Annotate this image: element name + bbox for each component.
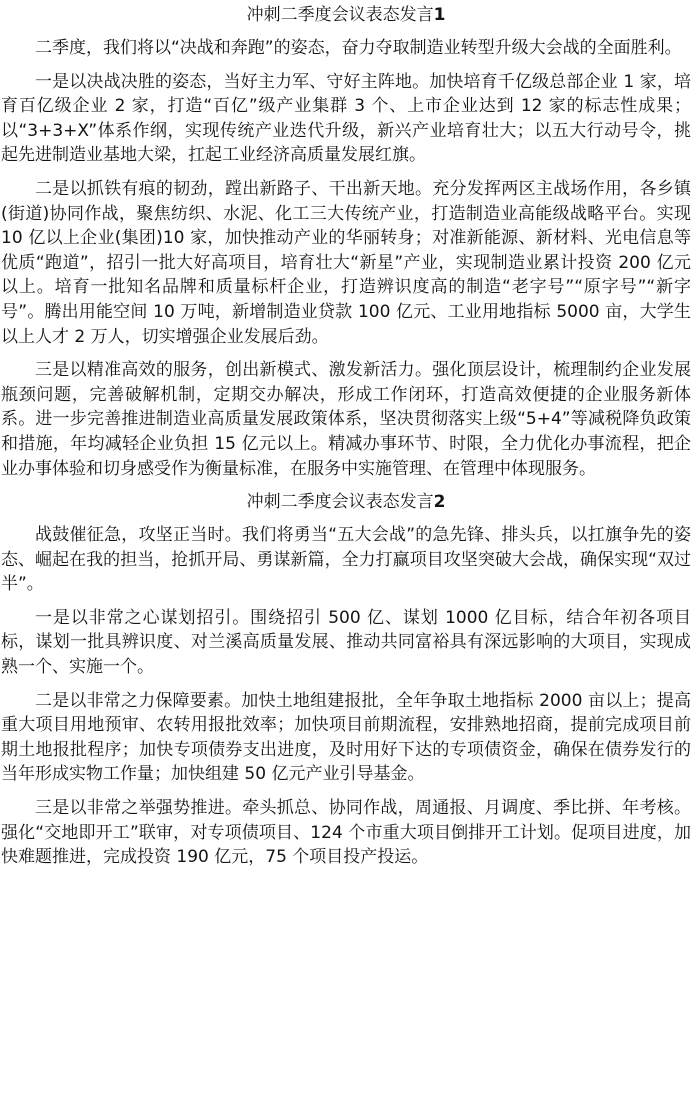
title-text: 冲刺二季度会议表态发言	[246, 5, 434, 25]
title-number: 2	[433, 492, 446, 513]
section-title	[1, 3, 691, 27]
section-title	[1, 490, 691, 514]
paragraph: 二是以非常之力保障要素。加快土地组建报批，全年争取土地指标 2000 亩以上；提高重大项目用地预审、农转用报批效率；加快项目前期流程，安排熟地招商，提前完成项目前期土地报批程序；加快专项债券支出进度，及时用好下达的专项债资金，确保在债券发行的当年形成实物工作量；加快组建 50 亿元产业引导基金。	[1, 690, 691, 785]
paragraph: 一是以决战决胜的姿态，当好主力军、守好主阵地。加快培育千亿级总部企业 1 家，培育百亿级企业 2 家，打造“百亿”级产业集群 3 个、上市企业达到 12 家的标志性成果；以“3+3+X”体系作纲，实现传统产业迭代升级，新兴产业培育壮大；以五大行动号令，挑起先进制造业基地大梁，扛起工业经济高质量发展红旗。	[1, 71, 691, 166]
title-number: 1	[433, 5, 446, 25]
paragraph: 一是以非常之心谋划招引。围绕招引 500 亿、谋划 1000 亿目标，结合年初各项目标，谋划一批具辨识度、对兰溪高质量发展、推动共同富裕具有深远影响的大项目，实现成熟一个、实施一个。	[1, 607, 691, 678]
paragraph: 二季度，我们将以“决战和奔跑”的姿态，奋力夺取制造业转型升级大会战的全面胜利。	[35, 38, 682, 58]
paragraph: 三是以精准高效的服务，创出新模式、激发新活力。强化顶层设计，梳理制约企业发展瓶颈问题，完善破解机制，定期交办解决，形成工作闭环，打造高效便捷的企业服务新体系。进一步完善推进制造业高质量发展政策体系，坚决贯彻落实上级“5+4”等减税降负政策和措施，年均减轻企业负担 15 亿元以上。精减办事环节、时限，全力优化办事流程，把企业办事体验和切身感受作为衡量标准，在服务中实施管理、在管理中体现服务。	[1, 360, 691, 479]
paragraph: 三是以非常之举强势推进。牵头抓总、协同作战，周通报、月调度、季比拼、年考核。强化“交地即开工”联审，对专项债项目、124 个市重大项目倒排开工计划。促项目进度，加快难题推进，完成投资 190 亿元，75 个项目投产投运。	[1, 798, 691, 868]
speech-section-1	[1, 3, 691, 481]
title-text: 冲刺二季度会议表态发言	[246, 492, 434, 513]
speech-section-2	[1, 490, 691, 870]
paragraph: 战鼓催征急，攻坚正当时。我们将勇当“五大会战”的急先锋、排头兵，以扛旗争先的姿态、崛起在我的担当，抢抓开局、勇谋新篇，全力打赢项目攻坚突破大会战，确保实现“双过半”。	[1, 525, 691, 595]
paragraph: 二是以抓铁有痕的韧劲，蹚出新路子、干出新天地。充分发挥两区主战场作用，各乡镇(街道)协同作战，聚焦纺织、水泥、化工三大传统产业，打造制造业高能级战略平台。实现 10 亿以上企业(集团)10 家，加快推动产业的华丽转身；对准新能源、新材料、光电信息等优质“跑道”，招引一批大好高项目，培育壮大“新星”产业，实现制造业累计投资 200 亿元以上。培育一批知名品牌和质量标杆企业，打造辨识度高的制造“老字号”“原字号”“新字号”。腾出用能空间 10 万吨，新增制造业贷款 100 亿元、工业用地指标 5000 亩，大学生以上人才 2 万人，切实增强企业发展后劲。	[1, 178, 691, 347]
